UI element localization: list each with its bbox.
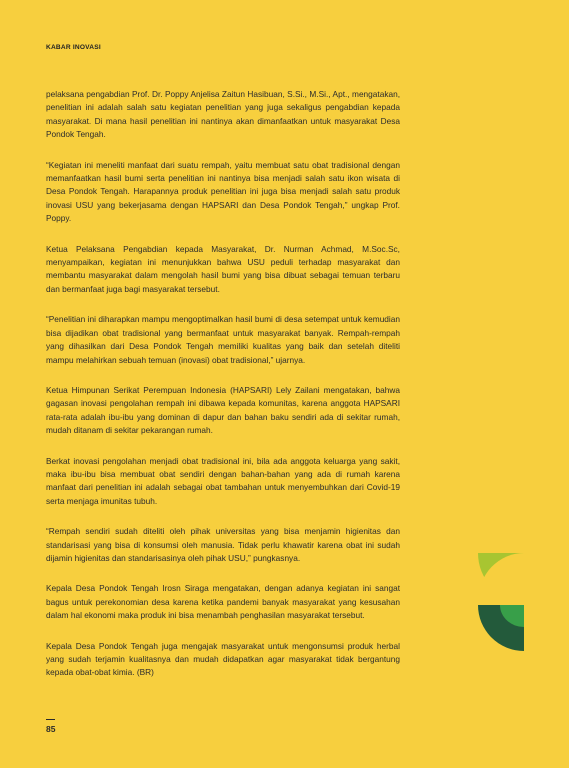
- article-paragraph: Kepala Desa Pondok Tengah Irosn Siraga mengatakan, dengan adanya kegiatan ini sangat bagus untuk perekonomian desa karena ketika pandemi banyak masyarakat yang kesusahan dalam hal ekonomi maka produk ini bisa menambah penghasilan masyarakat tersebut.: [46, 583, 400, 621]
- article-paragraph: Ketua Pelaksana Pengabdian kepada Masyarakat, Dr. Nurman Achmad, M.Soc.Sc, menyampaikan, kegiatan ini menunjukkan bahwa USU peduli terhadap masyarakat dan membantu masyarakat dalam mengolah hasil bumi yang bisa dibuat sebagai temuan terbaru dan bermanfaat juga bagi masyarakat tersebut.: [46, 243, 400, 294]
- article-body: [46, 88, 400, 697]
- article-paragraph: pelaksana pengabdian Prof. Dr. Poppy Anjelisa Zaitun Hasibuan, S.Si., M.Si., Apt., mengatakan, penelitian ini adalah salah satu kegiatan penelitian yang juga sekaligus pengabdian kepada masyarakat. Di mana hasil penelitian ini nantinya akan dimanfaatkan untuk masyarakat Desa Pondok Tengah.: [46, 89, 400, 140]
- article-paragraph: Ketua Himpunan Serikat Perempuan Indonesia (HAPSARI) Lely Zailani mengatakan, bahwa gagasan inovasi pengolahan rempah ini dibawa kepada komunitas, karena anggota HAPSARI rata-rata adalah ibu-ibu yang dominan di dapur dan bahan baku sendiri ada di sekitar rumah, mudah ditanam di sekitar pekarangan rumah.: [46, 384, 400, 436]
- article-paragraph: Berkat inovasi pengolahan menjadi obat tradisional ini, bila ada anggota keluarga yang sakit, maka ibu-ibu bisa membuat obat sendiri dengan bahan-bahan yang ada di rumah karena manfaat dari penelitian ini adalah sebagai obat tambahan untuk menyembuhkan dari Covid-19 serta menjaga imunitas tubuh.: [46, 455, 400, 506]
- section-label: KABAR INOVASI: [46, 44, 101, 51]
- article-paragraph: “Rempah sendiri sudah diteliti oleh pihak universitas yang bisa menjamin higienitas dan standarisasi yang bisa di konsumsi oleh manusia. Tidak perlu khawatir karena obat ini sudah dijamin higienitas dan standarisasinya oleh pihak USU,” pungkasnya.: [46, 526, 400, 563]
- article-paragraph: “Penelitian ini diharapkan mampu mengoptimalkan hasil bumi di desa setempat untuk kemudian bisa dijadikan obat tradisional yang bermanfaat untuk masyarakat banyak. Rempah-rempah yang dihasilkan dari Desa Pondok Tengah memiliki kualitas yang baik dan setelah diteliti mampu melahirkan sebuah temuan (inovasi) obat tradisional,” ujarnya.: [46, 314, 400, 365]
- article-paragraph: Kepala Desa Pondok Tengah juga mengajak masyarakat untuk mengonsumsi produk herbal yang sudah terjamin kualitasnya dan mudah didapatkan agar masyarakat tidak bergantung kepada obat-obat kimia. (BR): [46, 640, 400, 678]
- footer-rule: [46, 719, 55, 720]
- decorative-leaf-graphic: [478, 553, 524, 651]
- page-number: 85: [46, 724, 56, 734]
- article-paragraph: “Kegiatan ini meneliti manfaat dari suatu rempah, yaitu membuat satu obat tradisional dengan memanfaatkan hasil bumi serta penelitian ini nantinya bisa menjadi salah satu ikon wisata di Desa Pondok Tengah. Harapannya produk penelitian ini juga bisa menjadi salah satu produk inovasi USU yang bekerjasama dengan HAPSARI dan Desa Pondok Tengah,” ungkap Prof. Poppy.: [46, 159, 400, 224]
